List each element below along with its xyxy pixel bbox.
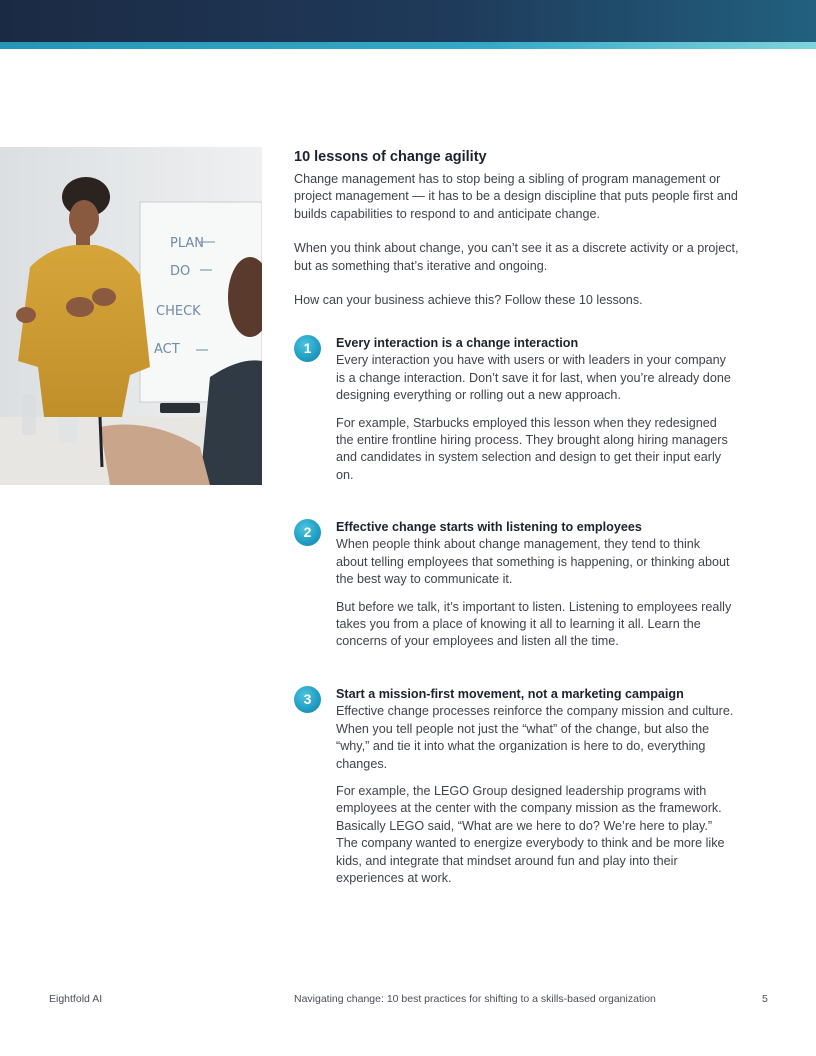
presenter-photo <box>0 147 262 485</box>
lesson-paragraph: For example, Starbucks employed this lesson when they redesigned the entire frontline hiring process. They brought along hiring managers and candidates in system selection and design to get their input early on. <box>336 415 728 482</box>
lesson-1 <box>294 335 734 494</box>
lesson-heading: Start a mission-first movement, not a marketing campaign <box>336 687 684 701</box>
lesson-paragraph: Effective change processes reinforce the company mission and culture. When you tell people not just the “what” of the change, but also the “why,” and tie it into what the organization is here to do, everything changes. <box>336 704 734 771</box>
footer-document-title: Navigating change: 10 best practices for shifting to a skills-based organization <box>294 993 656 1005</box>
section-title: 10 lessons of change agility <box>294 149 487 165</box>
whiteboard-act: ACT <box>154 342 180 357</box>
lesson-heading: Every interaction is a change interaction <box>336 336 579 350</box>
intro-paragraph-2: When you think about change, you can’t see it as a discrete activity or a project, but as something that’s iterative and ongoing. <box>294 241 739 273</box>
lesson-paragraph: But before we talk, it’s important to listen. Listening to employees really takes you from a place of knowing it all to learning it all. Learn the concerns of your employees and listen all the time. <box>336 599 732 649</box>
header-accent-stripe <box>0 42 816 49</box>
whiteboard-check: CHECK <box>156 304 201 319</box>
lesson-number-badge: 2 <box>294 519 321 546</box>
lesson-paragraph: When people think about change management, they tend to think about telling employees that something is happening, or thinking about the best way to communicate it. <box>336 537 730 587</box>
lesson-number-badge: 3 <box>294 686 321 713</box>
whiteboard-plan: PLAN <box>170 236 204 251</box>
lesson-heading: Effective change starts with listening to employees <box>336 520 642 534</box>
intro-paragraph-3: How can your business achieve this? Follow these 10 lessons. <box>294 293 643 308</box>
header-band <box>0 0 816 42</box>
intro-paragraph-1: Change management has to stop being a sibling of program management or project management — it has to be a design discipline that puts people first and builds capabilities to respond to and anticipate change. <box>294 172 738 221</box>
lesson-paragraph: For example, the LEGO Group designed leadership programs with employees at the center with the company mission as the framework. Basically LEGO said, “What are we here to do? We’re here to play.” The company wanted to energize everybody to think and be more like kids, and integrate that mindset around fun and play into their experiences at work. <box>336 784 725 886</box>
footer-page-number: 5 <box>762 993 768 1005</box>
lesson-number-badge: 1 <box>294 335 321 362</box>
footer-company: Eightfold AI <box>49 993 103 1005</box>
lesson-paragraph: Every interaction you have with users or with leaders in your company is a change interaction. Don’t save it for last, when you’re already done designing everything or rolling out a new approach. <box>336 353 731 403</box>
whiteboard-do: DO <box>170 264 191 279</box>
lesson-3 <box>294 686 734 897</box>
lesson-2 <box>294 519 734 661</box>
intro-section <box>294 147 739 326</box>
